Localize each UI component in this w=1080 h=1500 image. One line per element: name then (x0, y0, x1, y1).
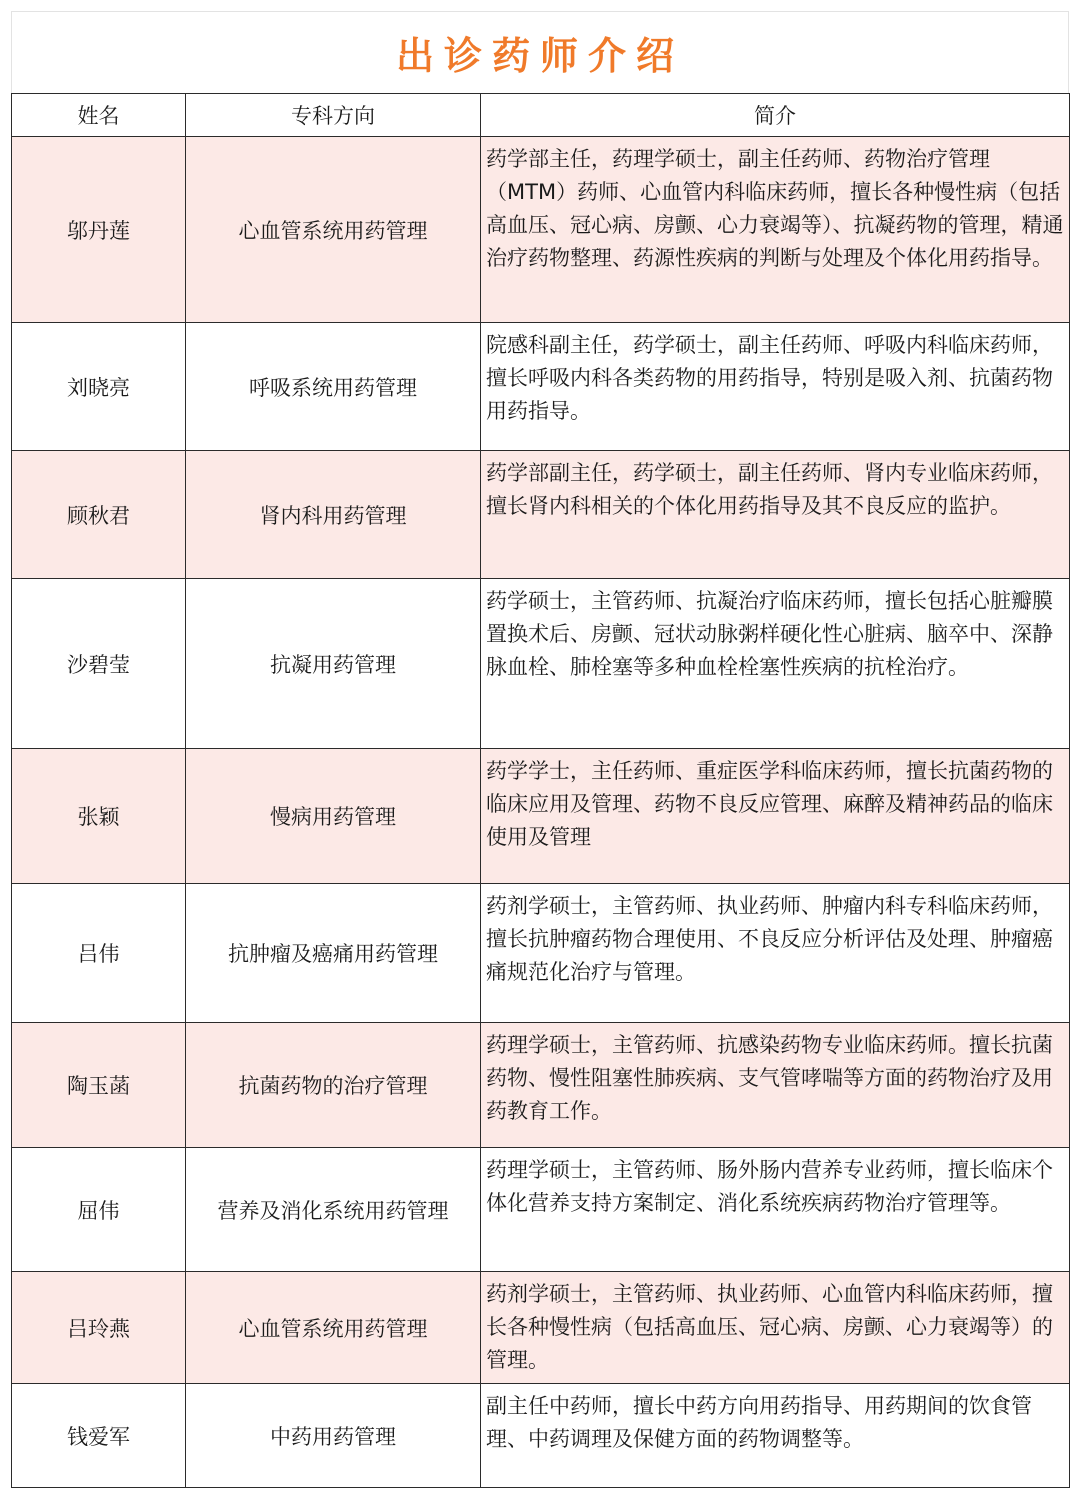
pharmacist-name: 屈伟 (12, 1148, 186, 1272)
pharmacist-intro: 药学部主任，药理学硕士，副主任药师、药物治疗管理（MTM）药师、心血管内科临床药师，擅长各种慢性病（包括高血压、冠心病、房颤、心力衰竭等）、抗凝药物的管理，精通治疗药物整理、药源性疾病的判断与处理及个体化用药指导。 (481, 137, 1070, 323)
table-row (12, 323, 1070, 451)
table-row (12, 749, 1070, 884)
pharmacist-specialty: 慢病用药管理 (186, 749, 481, 884)
title-bar (11, 11, 1069, 93)
pharmacist-name: 张颖 (12, 749, 186, 884)
pharmacist-specialty: 心血管系统用药管理 (186, 137, 481, 323)
pharmacist-name: 钱爱军 (12, 1384, 186, 1488)
pharmacist-intro: 院感科副主任，药学硕士，副主任药师、呼吸内科临床药师，擅长呼吸内科各类药物的用药指导，特别是吸入剂、抗菌药物用药指导。 (481, 323, 1070, 451)
table-row (12, 137, 1070, 323)
pharmacist-specialty: 抗菌药物的治疗管理 (186, 1023, 481, 1148)
pharmacist-intro: 药理学硕士，主管药师、抗感染药物专业临床药师。擅长抗菌药物、慢性阻塞性肺疾病、支气管哮喘等方面的药物治疗及用药教育工作。 (481, 1023, 1070, 1148)
table-row (12, 1023, 1070, 1148)
pharmacist-name: 顾秋君 (12, 451, 186, 579)
table-row (12, 451, 1070, 579)
pharmacist-specialty: 肾内科用药管理 (186, 451, 481, 579)
pharmacist-intro: 药剂学硕士，主管药师、执业药师、肿瘤内科专科临床药师，擅长抗肿瘤药物合理使用、不良反应分析评估及处理、肿瘤癌痛规范化治疗与管理。 (481, 884, 1070, 1023)
pharmacist-intro: 药学部副主任，药学硕士，副主任药师、肾内专业临床药师，擅长肾内科相关的个体化用药指导及其不良反应的监护。 (481, 451, 1070, 579)
pharmacist-intro: 药学学士，主任药师、重症医学科临床药师，擅长抗菌药物的临床应用及管理、药物不良反应管理、麻醉及精神药品的临床使用及管理 (481, 749, 1070, 884)
pharmacist-name: 邬丹莲 (12, 137, 186, 323)
header-row (12, 94, 1070, 137)
pharmacist-name: 吕玲燕 (12, 1272, 186, 1384)
table-row (12, 1148, 1070, 1272)
pharmacist-specialty: 抗肿瘤及癌痛用药管理 (186, 884, 481, 1023)
table-row (12, 1384, 1070, 1488)
pharmacist-name: 陶玉菡 (12, 1023, 186, 1148)
table-row (12, 579, 1070, 749)
pharmacist-table (11, 93, 1070, 1488)
pharmacist-specialty: 抗凝用药管理 (186, 579, 481, 749)
pharmacist-name: 沙碧莹 (12, 579, 186, 749)
header-specialty: 专科方向 (186, 94, 481, 137)
page-title: 出诊药师介绍 (395, 33, 684, 78)
header-intro: 简介 (481, 94, 1070, 137)
pharmacist-name: 吕伟 (12, 884, 186, 1023)
pharmacist-name: 刘晓亮 (12, 323, 186, 451)
pharmacist-specialty: 营养及消化系统用药管理 (186, 1148, 481, 1272)
pharmacist-sheet (11, 11, 1069, 1488)
pharmacist-specialty: 心血管系统用药管理 (186, 1272, 481, 1384)
pharmacist-intro: 药学硕士，主管药师、抗凝治疗临床药师，擅长包括心脏瓣膜置换术后、房颤、冠状动脉粥样硬化性心脏病、脑卒中、深静脉血栓、肺栓塞等多种血栓栓塞性疾病的抗栓治疗。 (481, 579, 1070, 749)
table-row (12, 1272, 1070, 1384)
pharmacist-specialty: 呼吸系统用药管理 (186, 323, 481, 451)
pharmacist-specialty: 中药用药管理 (186, 1384, 481, 1488)
table-row (12, 884, 1070, 1023)
pharmacist-intro: 药理学硕士，主管药师、肠外肠内营养专业药师，擅长临床个体化营养支持方案制定、消化系统疾病药物治疗管理等。 (481, 1148, 1070, 1272)
header-name: 姓名 (12, 94, 186, 137)
pharmacist-intro: 副主任中药师，擅长中药方向用药指导、用药期间的饮食管理、中药调理及保健方面的药物调整等。 (481, 1384, 1070, 1488)
pharmacist-intro: 药剂学硕士，主管药师、执业药师、心血管内科临床药师，擅长各种慢性病（包括高血压、冠心病、房颤、心力衰竭等）的管理。 (481, 1272, 1070, 1384)
